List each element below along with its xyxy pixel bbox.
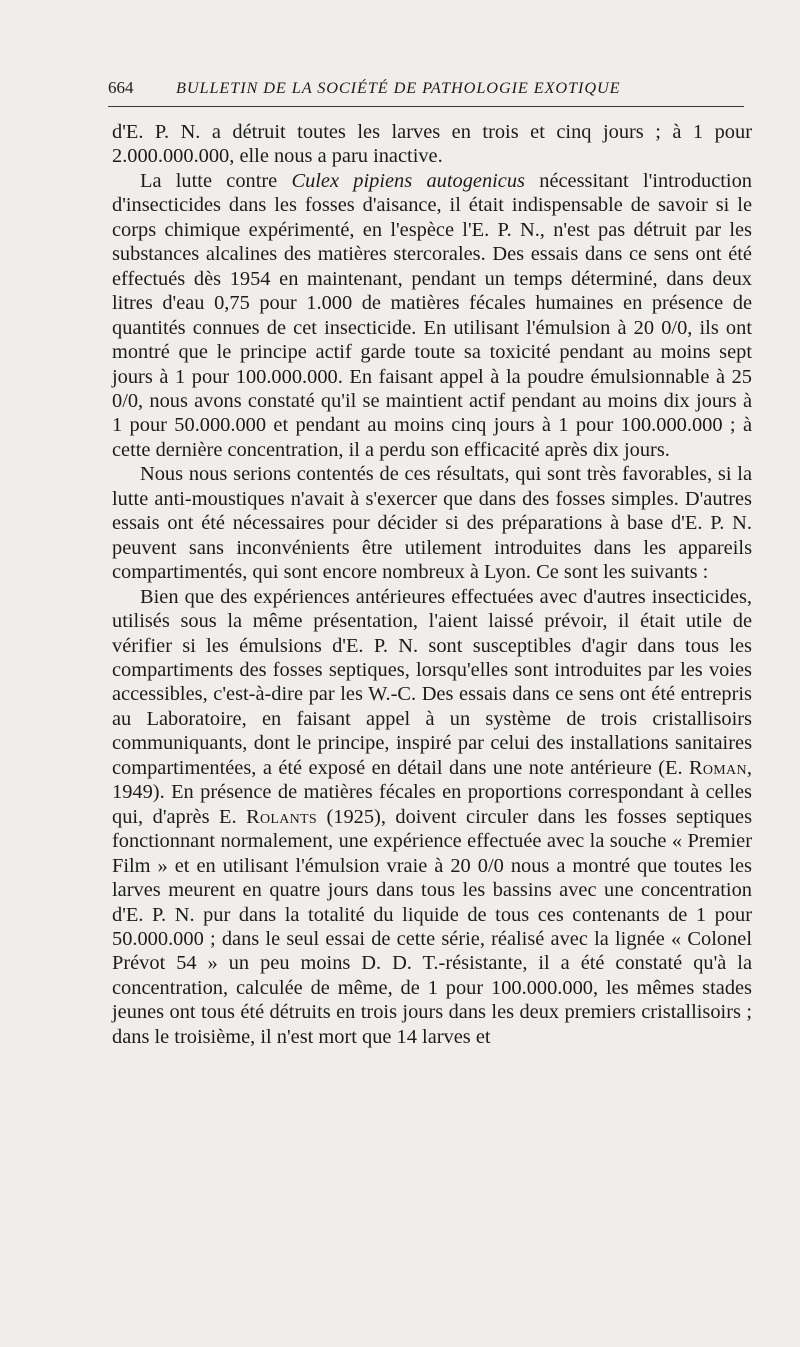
text-run: , 1949). En présence de matières fécales en proportions correspondant à celles qui, d'après E. <box>112 756 752 828</box>
paragraph-p4 <box>112 585 752 1050</box>
header-rule <box>108 106 744 107</box>
text-run: (1925), doivent circuler dans les fosses septiques fonctionnant normalement, une expérience effectuée avec la souche « Premier Film » et en utilisant l'émulsion vraie à 20 0/0 nous a montré que toutes les larves meurent en quatre jours dans tous les bassins avec une concentration d'E. P. N. pur dans la totalité du liquide de tous ces contenants de 1 pour 50.000.000 ; dans le seul essai de cette série, réalisé avec la lignée « Colonel Prévot 54 » un peu moins D. D. T.-résistante, il a été constaté qu'à la concentration, calculée de même, de 1 pour 100.000.000, les mêmes stades jeunes ont tous été détruits en trois jours dans les deux premiers cristallisoirs ; dans le troisième, il n'est mort que 14 larves et <box>112 805 753 1048</box>
page-number: 664 <box>108 78 134 97</box>
text-run: nécessitant l'introduction d'insecticides dans les fosses d'aisance, il était indispensable de savoir si le corps chimique expérimenté, en l'espèce l'E. P. N., n'est pas détruit par les substances alcalines des matières stercorales. Des essais dans ce sens ont été effectués dès 1954 en maintenant, pendant un temps déterminé, dans deux litres d'eau 0,75 pour 1.000 de matières fécales humaines en présence de quantités connues de cet insecticide. En utilisant l'émulsion à 20 0/0, ils ont montré que le principe actif garde toute sa toxicité pendant au moins sept jours à 1 pour 100.000.000. En faisant appel à la poudre émulsionnable à 25 0/0, nous avons constaté qu'il se maintient actif pendant au moins dix jours à 1 pour 50.000.000 et pendant au moins cinq jours à 1 pour 100.000.000 ; à cette dernière concentration, il a perdu son efficacité après dix jours. <box>112 169 752 461</box>
paragraph-p2 <box>112 169 752 462</box>
author-name: Roman <box>689 756 747 779</box>
paragraph-p1 <box>112 120 752 169</box>
italic-term: Culex pipiens autogenicus <box>291 169 525 192</box>
text-run: Nous nous serions contentés de ces résultats, qui sont très favorables, si la lutte anti-moustiques n'avait à s'exercer que dans des fosses simples. D'autres essais ont été nécessaires pour décider si des préparations à base d'E. P. N. peuvent sans inconvénients être utilement introduites dans les appareils compartimentés, qui sont encore nombreux à Lyon. Ce sont les suivants : <box>112 463 752 584</box>
body-text <box>112 120 752 1049</box>
text-run: Bien que des expériences antérieures effectuées avec d'autres insecticides, utilisés sous la même présentation, l'aient laissé prévoir, il était utile de vérifier si les émulsions d'E. P. N. sont susceptibles d'agir dans tous les compartiments des fosses septiques, lorsqu'elles sont introduites par les voies accessibles, c'est-à-dire par les W.-C. Des essais dans ce sens ont été entrepris au Laboratoire, en faisant appel à un système de trois cristallisoirs communiquants, dont le principe, inspiré par celui des installations sanitaires compartimentées, a été exposé en détail dans une note antérieure (E. <box>112 585 752 779</box>
text-run: La lutte contre <box>140 169 292 192</box>
author-name: Rolants <box>246 805 317 828</box>
running-title: BULLETIN DE LA SOCIÉTÉ DE PATHOLOGIE EXOTIQUE <box>176 78 621 97</box>
paragraph-p3 <box>112 462 752 584</box>
running-header <box>108 78 748 104</box>
text-run: d'E. P. N. a détruit toutes les larves en trois et cinq jours ; à 1 pour 2.000.000.000, elle nous a paru inactive. <box>112 121 752 168</box>
